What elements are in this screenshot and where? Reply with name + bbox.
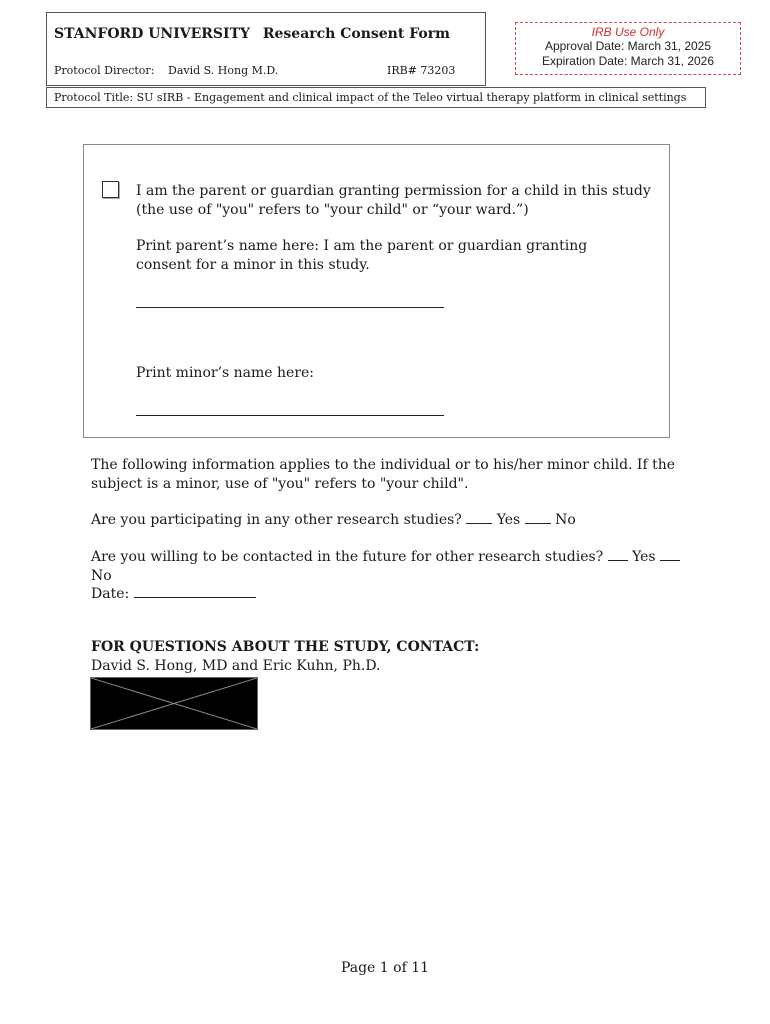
date-row (91, 585, 691, 604)
guardian-checkbox[interactable] (102, 181, 119, 198)
parent-name-line[interactable] (136, 307, 444, 308)
q2-yes-blank[interactable] (608, 548, 628, 561)
form-title (54, 26, 450, 42)
irb-title: IRB Use Only (591, 25, 665, 39)
question-future-contact-text: Are you willing to be contacted in the future for other research studies? (91, 549, 604, 565)
redaction-cross-icon (91, 678, 257, 729)
form-name: Research Consent Form (262, 26, 450, 42)
redacted-image (90, 677, 258, 730)
q2-yes-label: Yes (632, 549, 656, 565)
approval-date: Approval Date: March 31, 2025 (544, 39, 712, 53)
q2-no-label: No (91, 568, 112, 584)
question-other-studies-text: Are you participating in any other research studies? (91, 512, 462, 528)
protocol-director-row (54, 64, 279, 77)
minor-name-line[interactable] (136, 415, 444, 416)
q1-yes-blank[interactable] (466, 511, 492, 524)
q2-no-blank[interactable] (660, 548, 680, 561)
contact-names: David S. Hong, MD and Eric Kuhn, Ph.D. (91, 658, 381, 674)
irb-number: IRB# 73203 (387, 64, 456, 77)
q1-no-blank[interactable] (525, 511, 551, 524)
expiration-date: Expiration Date: March 31, 2026 (541, 54, 715, 68)
guardian-consent-box (83, 144, 670, 438)
protocol-director-name: David S. Hong M.D. (168, 64, 279, 77)
contact-heading: FOR QUESTIONS ABOUT THE STUDY, CONTACT: (91, 639, 480, 655)
date-blank[interactable] (134, 585, 256, 598)
guardian-statement (136, 182, 656, 220)
protocol-director-label: Protocol Director: (54, 64, 155, 77)
guardian-statement-line-1: I am the parent or guardian granting permission for a child in this study (136, 183, 651, 199)
page-number: Page 1 of 11 (340, 960, 430, 976)
header-box (46, 12, 486, 86)
date-label: Date: (91, 586, 130, 602)
info-paragraph: The following information applies to the individual or to his/her minor child. If the subject is a minor, use of "you" refers to "your child". (91, 457, 676, 492)
question-other-studies (91, 511, 691, 530)
university-name: STANFORD UNIVERSITY (54, 26, 250, 42)
protocol-title: Protocol Title: SU sIRB - Engagement and clinical impact of the Teleo virtual therapy platform in clinical settings (46, 87, 706, 108)
q1-no-label: No (555, 512, 576, 528)
irb-use-only-box (515, 22, 741, 75)
print-minor-label: Print minor’s name here: (136, 365, 315, 381)
q1-yes-label: Yes (496, 512, 521, 528)
guardian-statement-line-2: (the use of "you" refers to "your child" or “your ward.”) (136, 202, 529, 218)
question-future-contact (91, 548, 691, 586)
print-parent-label: Print parent’s name here: I am the parent or guardian granting consent for a minor in this study. (136, 238, 588, 273)
